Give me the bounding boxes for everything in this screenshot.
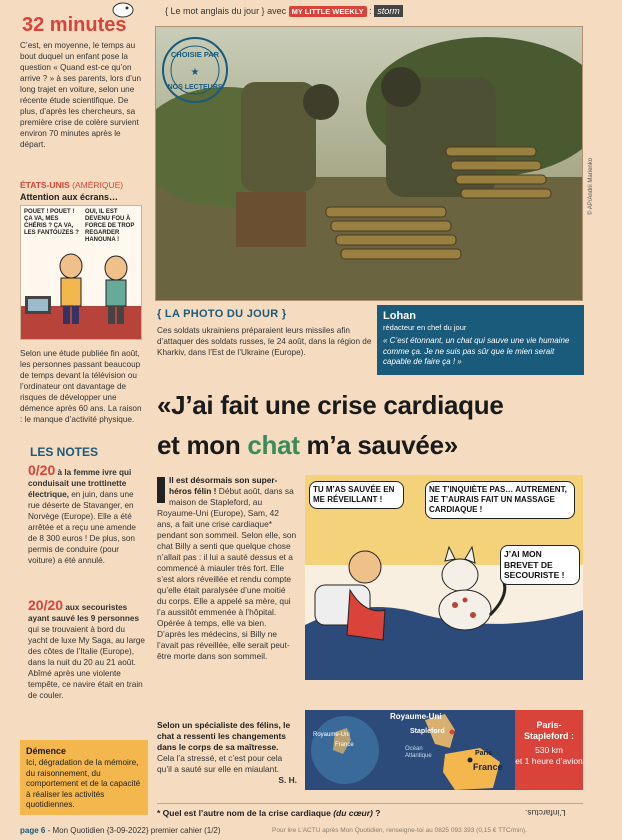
headline-part-a: et mon (157, 430, 248, 460)
bubble-cat-2: J’AI MON BREVET DE SECOURISTE ! (500, 545, 580, 585)
bubble-cat-1: NE T’INQUIÈTE PAS… AUTREMENT, JE T’AURAIS FAIT UN MASSAGE CARDIAQUE ! (425, 481, 575, 519)
word-prefix: { Le mot anglais du jour } avec (165, 6, 287, 16)
map-label-uk: Royaume-Uni (390, 712, 442, 721)
word-of-day: { Le mot anglais du jour } avec MY LITTLE WEEKLY : storm (165, 6, 403, 16)
readers-choice-stamp (160, 35, 230, 105)
quiz-question-suffix: ? (372, 808, 381, 818)
note-1 (28, 462, 146, 566)
usa-region: (AMÉRIQUE) (72, 180, 124, 190)
footer-edition: - Mon Quotidien {3-09-2022} premier cahier (1/2) (45, 826, 221, 835)
map-label-france: France (473, 762, 503, 772)
note-2-lead: aux secouristes ayant sauvé les 9 personnes (28, 603, 140, 623)
quiz-answer: L’infarctus. (525, 808, 566, 818)
usa-country: ÉTATS-UNIS (20, 180, 70, 190)
notes-title: LES NOTES (30, 445, 99, 459)
stamp-bottom-text: NOS LECTEURS (167, 84, 223, 91)
brand-logo: MY LITTLE WEEKLY (289, 6, 367, 17)
note-2-score: 20/20 (28, 597, 64, 613)
map (305, 710, 515, 790)
article-lead: Il est désormais son super-héros félin ! (169, 475, 278, 496)
article-text-2: Cela l’a stressé, et c’est pour cela qu’il a sauté sur elle en miaulant. (157, 753, 283, 774)
cartoon-bubble-right: OUI, IL EST DEVENU FOU À FORCE DE TROP REGARDER HANOUNA ! (85, 209, 135, 243)
map-label-ocean: Océan Atlantique (405, 746, 432, 759)
headline-part-b: chat (247, 430, 300, 460)
footer-left (20, 826, 221, 835)
quiz-question (157, 803, 583, 818)
page-number: page 6 (20, 826, 46, 835)
map-label-uk-small: Royaume-Uni (313, 732, 350, 738)
article-lead-2: Selon un spécialiste des félins, le chat a ressenti les changements dans le corps de sa maîtresse. (157, 720, 291, 752)
photo-credit: © AP/Andrii Marienko (588, 157, 594, 215)
map-label-stapleford: Stapleford (410, 728, 445, 735)
headline-line-2 (157, 425, 597, 465)
bubble-woman: TU M’AS SAUVÉE EN ME RÉVEILLANT ! (309, 481, 404, 509)
footer-right: Pour lire L’ACTU après Mon Quotidien, renseigne-toi au 0825 093 393 (0,15 € TTC/min). (272, 827, 527, 834)
photo-caption: Ces soldats ukrainiens préparaient leurs missiles afin d’attaquer des soldats russes, le 24 août, dans la région de Kharkiv, dans l’Est de l’Ukraine (Europe). (157, 326, 372, 357)
demence-box (20, 740, 148, 815)
map-info-title: Paris-Stapleford : (523, 720, 574, 741)
stamp-star-icon: ★ (190, 67, 200, 78)
quiz-question-italic: (du cœur) (333, 808, 373, 818)
editor-box (377, 305, 584, 375)
cartoon-screens (20, 205, 142, 340)
map-info-distance: 530 km (535, 745, 563, 755)
article-signature: S. H. (278, 775, 297, 785)
map-info (515, 710, 583, 790)
quiz-question-text: * Quel est l’autre nom de la crise cardiaque (157, 808, 331, 818)
map-label-paris: Paris (475, 750, 493, 757)
article-body (157, 475, 297, 662)
dropcap (157, 477, 165, 503)
note-1-score: 0/20 (28, 462, 56, 478)
usa-title (20, 180, 123, 190)
note-1-text: en juin, dans une rue déserte de Stavanger, en Norvège (Europe). Elle a été arrêtée et a reçu une amende de 8 300 euros ! De plus, son permis de conduire (pour voiture) a été annulé. (28, 490, 136, 565)
usa-text: Selon une étude publiée fin août, les personnes passant beaucoup de temps devant la télévision ou l’ordinateur ont davantage de risques de développer une démence après 60 ans. La raison : le manque d’activité physique. (20, 349, 142, 424)
headline-line-1: «J’ai fait une crise cardiaque (157, 390, 504, 420)
cartoon-drawing (21, 246, 141, 339)
headline-part-c: m’a sauvée» (299, 430, 458, 460)
demence-title: Démence (26, 746, 67, 756)
note-2 (28, 597, 146, 701)
editor-name: Lohan (383, 310, 416, 322)
editor-role: rédacteur en chef du jour (383, 323, 467, 332)
editor-quote: « C’est étonnant, un chat qui sauve une vie humaine comme ça. Je ne suis pas sûr que le mien serait capable de faire ça ! » (383, 336, 570, 366)
note-2-text: qui se trouvaient à bord du yacht de luxe My Saga, au large des côtes de l’Italie (Europe), dans la nuit du 20 au 21 août. Abîmé après une violente tempête, ce navire était en train de couler. (28, 625, 145, 700)
usa-subtitle: Attention aux écrans… (20, 192, 119, 202)
note-1-lead: à la femme ivre qui conduisait une trottinette électrique, (28, 468, 132, 499)
article-text: Début août, dans sa maison de Stapleford, au Royaume-Uni (Europe), Sam, 42 ans, a fait une crise cardiaque* pendant son sommeil. Selon elle, son chat Billy a senti que quelque chose n’allait pas : il lui a sauté dessus et a commencé à miauler très fort. Elle s’est alors réveillée et rendu compte qu’elle était paralysée d’une moitié du corps. Elle a appelé sa mère, qui l’a aussitôt emmenée à l’hôpital. Opérée à temps, elle va bien. D’après les médecins, si Billy ne l’avait pas réveillée, elle serait peut-être morte dans son sommeil. (157, 486, 297, 661)
minutes-title: 32 minutes (22, 14, 127, 36)
english-word: storm (374, 5, 403, 17)
photo-section-title: { LA PHOTO DU JOUR } (157, 308, 287, 320)
stamp-top-text: CHOISIE PAR (170, 50, 220, 59)
cartoon-cat (305, 475, 583, 680)
minutes-text: C’est, en moyenne, le temps au bout duquel un enfant pose la question « Quand est-ce qu’on arrive ? » à ses parents, lors d’un long trajet en voiture, selon une récente étude scientifique. De plus, d’après les chercheurs, sa première crise de colère survient environ 70 minutes après le départ. (20, 41, 142, 149)
article-body-2 (157, 720, 297, 786)
map-info-time: et 1 heure d’avion (515, 756, 583, 766)
cartoon-bubble-left: POUET ! POUET ! ÇA VA, MES CHÉRIS ? ÇA VA, LES FANTOUZES ? (24, 209, 79, 236)
map-label-france-small: France (335, 742, 354, 748)
demence-text: Ici, dégradation de la mémoire, du raisonnement, du comportement et de la capacité à réaliser les activités quotidiennes. (26, 758, 141, 809)
headline (157, 385, 597, 465)
